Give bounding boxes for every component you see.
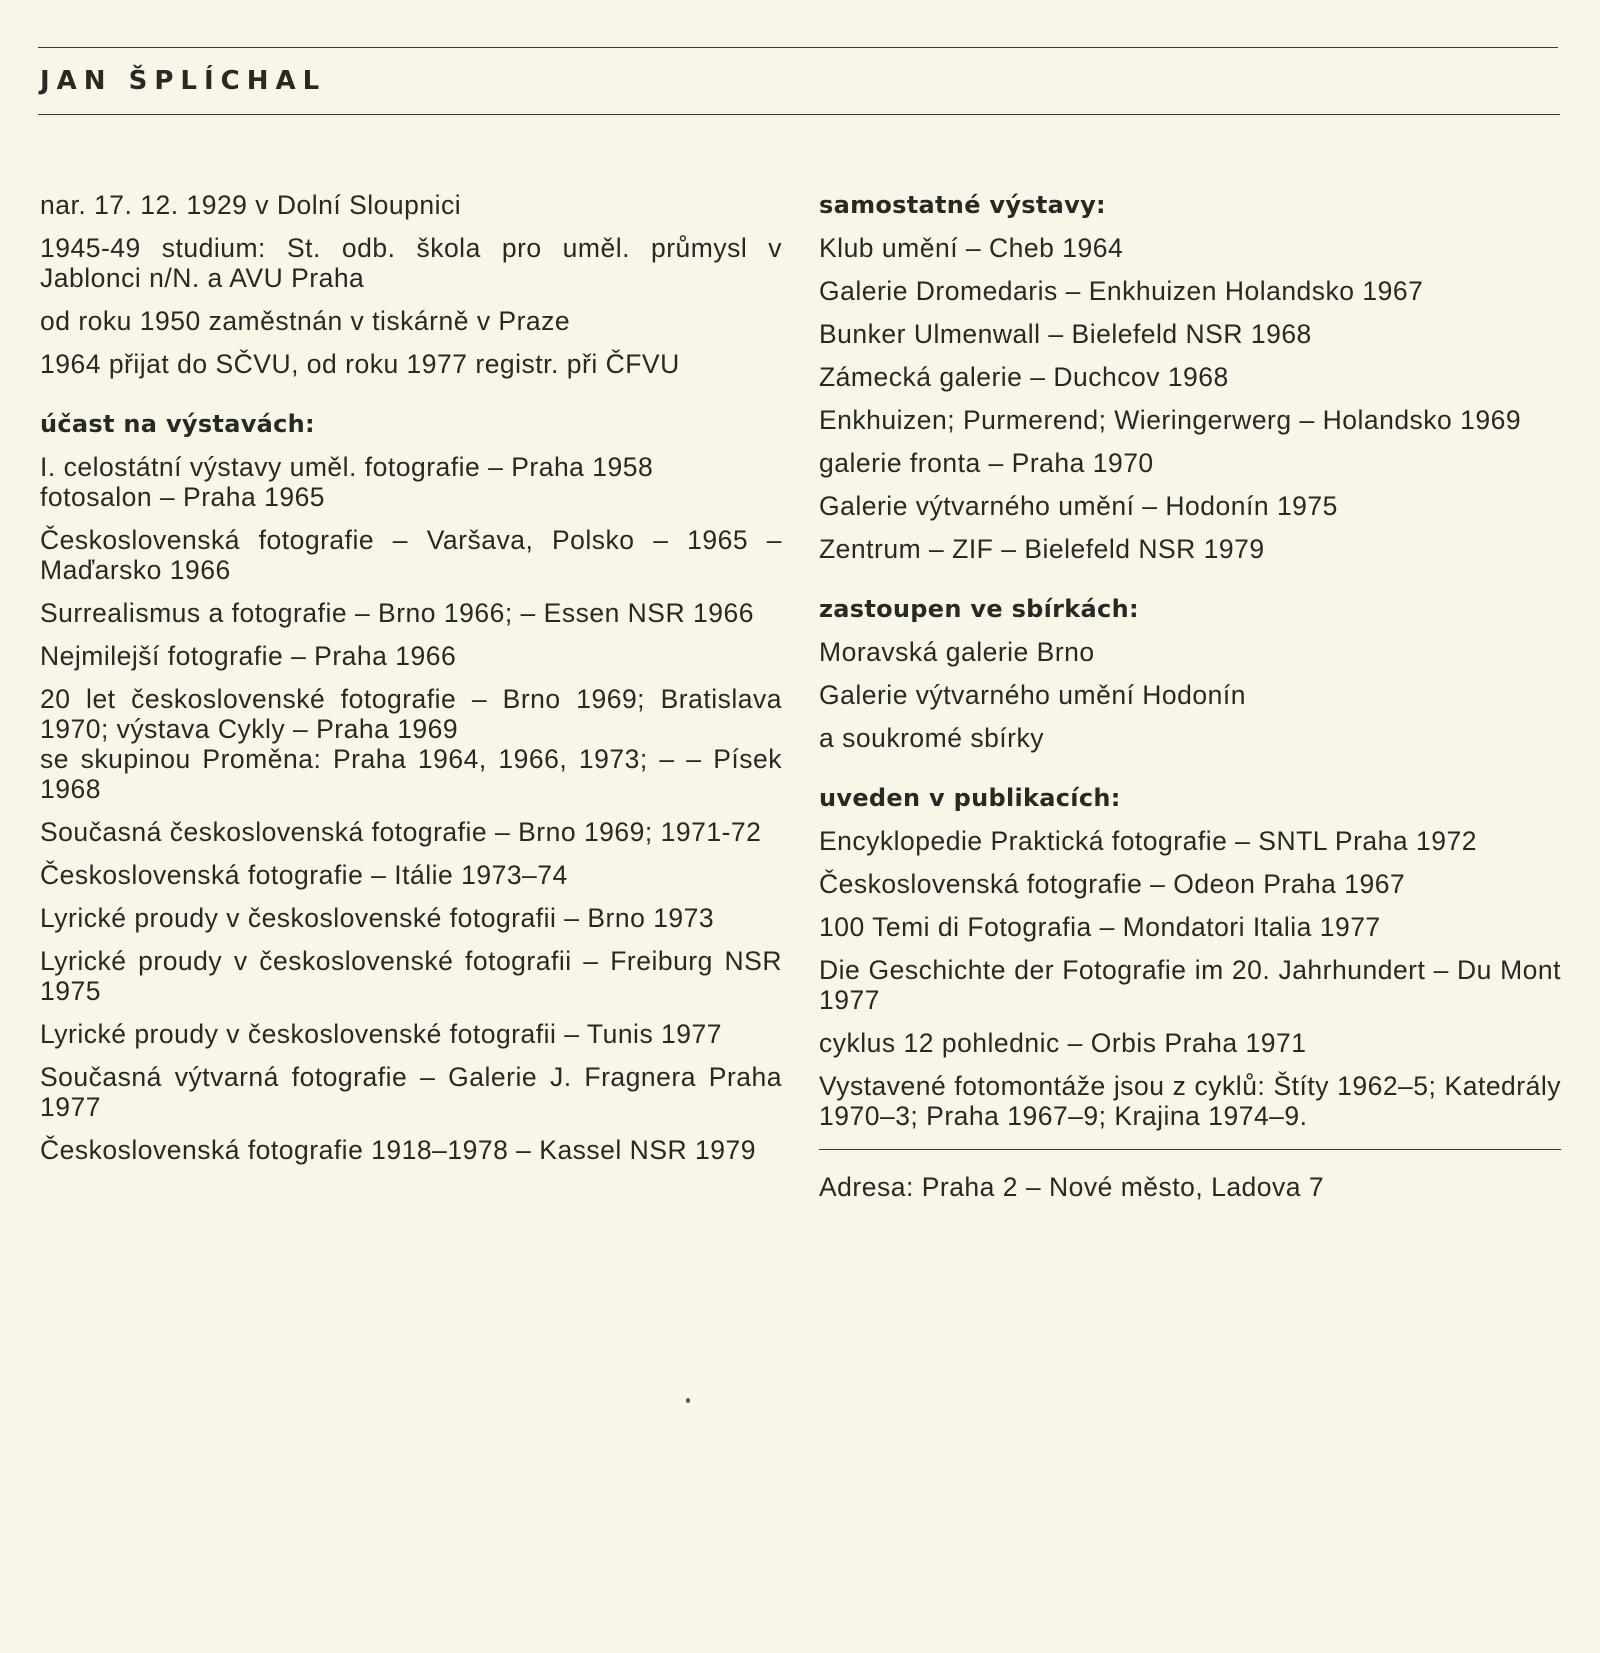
list-item: Galerie Dromedaris – Enkhuizen Holandsko 1967 [819,276,1424,306]
title-underline-rule [38,114,1560,115]
address: Adresa: Praha 2 – Nové město, Ladova 7 [819,1172,1325,1202]
list-item: cyklus 12 pohlednic – Orbis Praha 1971 [819,1028,1307,1058]
list-item: Zentrum – ZIF – Bielefeld NSR 1979 [819,534,1265,564]
list-item: Galerie výtvarného umění – Hodonín 1975 [819,491,1338,521]
bio-birth: nar. 17. 12. 1929 v Dolní Sloupnici [40,190,462,220]
list-item: Současná československá fotografie – Brno 1969; 1971-72 [40,817,762,847]
bio-studies: 1945-49 studium: St. odb. škola pro uměl. průmysl v Jablonci n/N. a AVU Praha [40,233,782,293]
print-speck [686,1398,690,1403]
list-item: a soukromé sbírky [819,723,1044,753]
list-item: Československá fotografie – Varšava, Polsko – 1965 – Maďarsko 1966 [40,525,782,585]
page-title: JAN ŠPLÍCHAL [40,66,327,96]
list-item: Československá fotografie – Itálie 1973–74 [40,860,568,890]
list-item: Galerie výtvarného umění Hodonín [819,680,1246,710]
list-item: Surrealismus a fotografie – Brno 1966; – Essen NSR 1966 [40,598,754,628]
right-column [819,190,1561,1215]
solo-heading: samostatné výstavy: [819,191,1106,219]
list-item: Die Geschichte der Fotografie im 20. Jahrhundert – Du Mont 1977 [819,955,1561,1015]
address-divider [819,1149,1561,1150]
list-item: 100 Temi di Fotografia – Mondatori Italia 1977 [819,912,1381,942]
list-item: Zámecká galerie – Duchcov 1968 [819,362,1229,392]
list-item: Československá fotografie – Odeon Praha 1967 [819,869,1406,899]
list-item: Klub umění – Cheb 1964 [819,233,1124,263]
bio-membership: 1964 přijat do SČVU, od roku 1977 registr. při ČFVU [40,349,680,379]
list-item: Československá fotografie 1918–1978 – Kassel NSR 1979 [40,1135,756,1165]
list-item: Nejmilejší fotografie – Praha 1966 [40,641,457,671]
top-rule [38,47,1558,48]
list-item: se skupinou Proměna: Praha 1964, 1966, 1973; – – Písek 1968 [40,744,782,804]
participation-heading: účast na výstavách: [40,410,315,438]
list-item: Moravská galerie Brno [819,637,1095,667]
left-column [40,190,782,1178]
list-item: Lyrické proudy v československé fotografii – Freiburg NSR 1975 [40,946,782,1006]
list-item: Enkhuizen; Purmerend; Wieringerwerg – Holandsko 1969 [819,405,1522,435]
list-item: Lyrické proudy v československé fotografii – Tunis 1977 [40,1019,723,1049]
list-item: 20 let československé fotografie – Brno 1969; Bratislava 1970; výstava Cykly – Praha 1969 [40,684,782,744]
publications-heading: uveden v publikacích: [819,784,1121,812]
list-item: Lyrické proudy v československé fotografii – Brno 1973 [40,903,715,933]
bio-employment: od roku 1950 zaměstnán v tiskárně v Praze [40,306,571,336]
list-item: Současná výtvarná fotografie – Galerie J. Fragnera Praha 1977 [40,1062,782,1122]
list-item: galerie fronta – Praha 1970 [819,448,1154,478]
list-item: Vystavené fotomontáže jsou z cyklů: Štíty 1962–5; Katedrály 1970–3; Praha 1967–9; Krajina 1974–9. [819,1071,1561,1131]
list-item: I. celostátní výstavy uměl. fotografie – Praha 1958 [40,452,654,482]
list-item: Encyklopedie Praktická fotografie – SNTL Praha 1972 [819,826,1477,856]
collections-heading: zastoupen ve sbírkách: [819,595,1139,623]
list-item: Bunker Ulmenwall – Bielefeld NSR 1968 [819,319,1312,349]
list-item: fotosalon – Praha 1965 [40,482,326,512]
